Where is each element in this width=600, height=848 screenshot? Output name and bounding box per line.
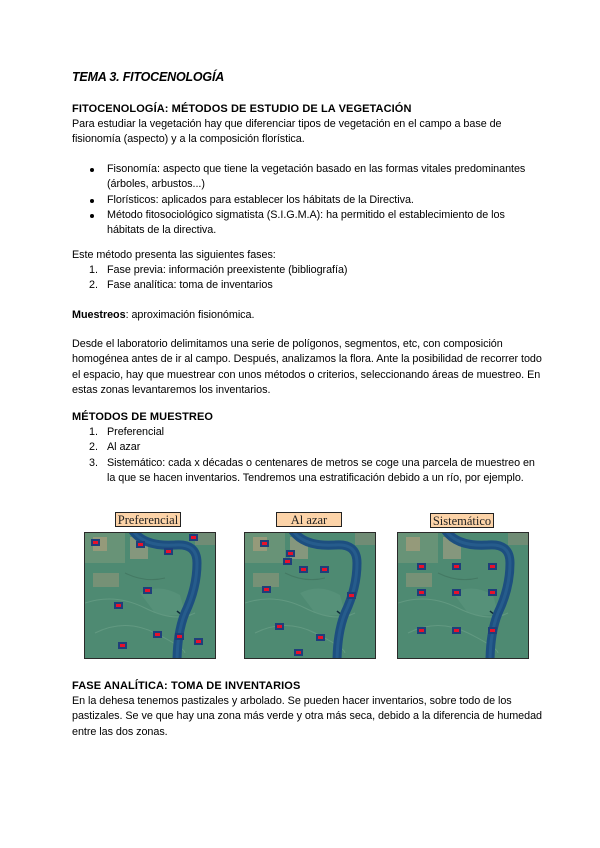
section-heading-analytic: FASE ANALÍTICA: TOMA DE INVENTARIOS <box>72 680 301 692</box>
bullet-item: Fisonomía: aspecto que tiene la vegetación basado en las formas vitales predominantes (árboles, arbustos...) <box>72 162 542 193</box>
bullet-item: Método fitosociológico sigmatista (S.I.G.M.A): ha permitido el establecimiento de los hábitats de la directiva. <box>72 208 542 239</box>
sample-plot-marker <box>488 563 497 570</box>
map-label-sistematico: Sistemático <box>430 513 494 528</box>
sample-plot-marker <box>164 548 173 555</box>
muestreos-text: : aproximación fisionómica. <box>125 309 255 321</box>
sample-plot-marker <box>417 627 426 634</box>
sample-plot-marker <box>91 539 100 546</box>
document-title: TEMA 3. FITOCENOLOGÍA <box>72 70 225 84</box>
terrain-image <box>245 533 376 659</box>
sampling-method-item: 3. Sistemático: cada x décadas o centenares de metros se coge una parcela de muestreo en la que se hacen inventarios. Tendremos una estratificación debido a un río, por ejemplo. <box>89 456 535 484</box>
sample-plot-marker <box>417 563 426 570</box>
section-heading-methods: FITOCENOLOGÍA: MÉTODOS DE ESTUDIO DE LA VEGETACIÓN <box>72 103 412 115</box>
phase-item: 2. Fase analítica: toma de inventarios <box>89 279 273 292</box>
sample-plot-marker <box>114 602 123 609</box>
sample-plot-marker <box>488 627 497 634</box>
sample-plot-marker <box>143 587 152 594</box>
sample-plot-marker <box>136 541 145 548</box>
sample-plot-marker <box>275 623 284 630</box>
sample-plot-marker <box>452 627 461 634</box>
bullet-list <box>72 162 542 238</box>
terrain-image <box>398 533 529 659</box>
sampling-method-item: 2. Al azar <box>89 441 141 454</box>
sample-plot-marker <box>153 631 162 638</box>
sample-plot-marker <box>260 540 269 547</box>
sample-plot-marker <box>286 550 295 557</box>
phase-item: 1. Fase previa: información preexistente (bibliografía) <box>89 264 348 276</box>
sample-plot-marker <box>347 592 356 599</box>
sample-plot-marker <box>189 534 198 541</box>
sampling-paragraph: Desde el laboratorio delimitamos una serie de polígonos, segmentos, etc, con composición homogénea antes de ir al campo. Después, analizamos la flora. Ante la posibilidad de recorrer todo el espacio, hay que muestrear con unos métodos o criterios, seleccionando áreas de muestreo. En estas zonas levantaremos los inventarios. <box>72 338 542 396</box>
sample-plot-marker <box>452 589 461 596</box>
map-preferencial <box>84 532 216 659</box>
sample-plot-marker <box>118 642 127 649</box>
sample-plot-marker <box>488 589 497 596</box>
analytic-paragraph: En la dehesa tenemos pastizales y arbolado. Se pueden hacer inventarios, sobre todo de los pastizales. Se ve que hay una zona más verde y otra más seca, debido a la diferencia de humedad entre las dos zonas. <box>72 695 543 738</box>
sample-plot-marker <box>320 566 329 573</box>
sample-plot-marker <box>283 558 292 565</box>
map-sistematico <box>397 532 529 659</box>
phases-intro: Este método presenta las siguientes fases: <box>72 249 276 261</box>
bullet-item: Florísticos: aplicados para establecer los hábitats de la Directiva. <box>72 193 542 208</box>
sample-plot-marker <box>316 634 325 641</box>
muestreos-line <box>72 308 542 323</box>
sampling-method-item: 1. Preferencial <box>89 426 165 438</box>
sample-plot-marker <box>294 649 303 656</box>
sample-plot-marker <box>452 563 461 570</box>
phases-list <box>72 263 542 294</box>
sample-plot-marker <box>262 586 271 593</box>
muestreos-label: Muestreos <box>72 309 126 321</box>
intro-paragraph: Para estudiar la vegetación hay que diferenciar tipos de vegetación en el campo a base de fisionomía (aspecto) y a la composición florística. <box>72 118 502 146</box>
map-label-al-azar: Al azar <box>276 512 342 527</box>
section-heading-sampling: MÉTODOS DE MUESTREO <box>72 411 214 423</box>
map-al-azar <box>244 532 376 659</box>
sampling-methods-list <box>72 425 542 486</box>
sample-plot-marker <box>194 638 203 645</box>
map-label-preferencial: Preferencial <box>115 512 181 527</box>
sample-plot-marker <box>175 633 184 640</box>
sample-plot-marker <box>299 566 308 573</box>
sample-plot-marker <box>417 589 426 596</box>
